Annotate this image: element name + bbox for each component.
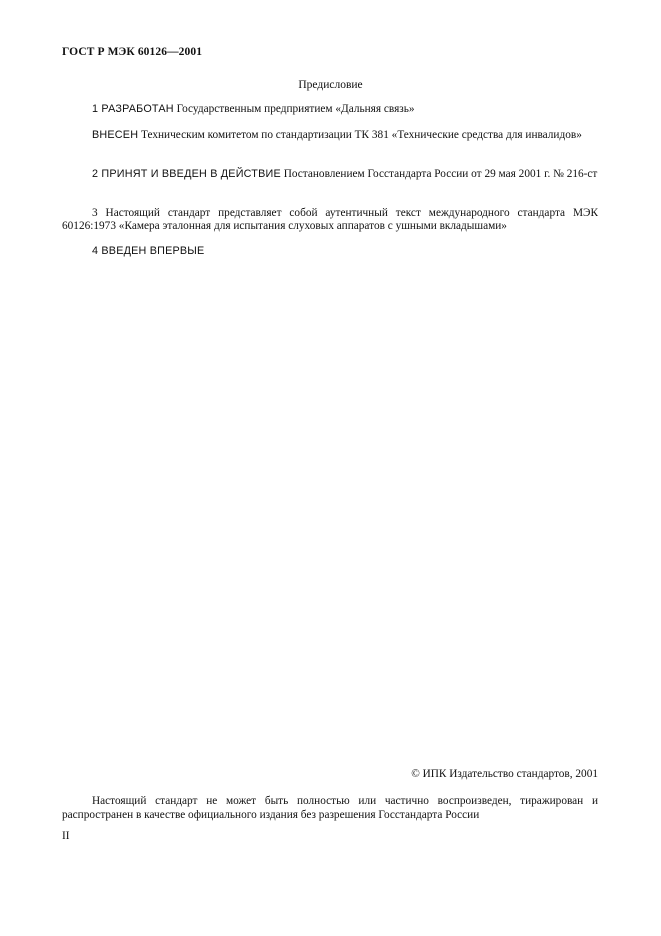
page-number: II <box>62 830 70 842</box>
item-2-label: 2 ПРИНЯТ И ВВЕДЕН В ДЕЙСТВИЕ <box>92 168 281 180</box>
document-code-header: ГОСТ Р МЭК 60126—2001 <box>62 46 203 58</box>
introduced-label: ВНЕСЕН <box>92 129 139 141</box>
reproduction-notice: Настоящий стандарт не может быть полностью или частично воспроизведен, тиражирован и распространен в качестве официального издания без разрешения Госстандарта России <box>62 795 598 821</box>
item-2-text: Постановлением Госстандарта России от 29 мая 2001 г. № 216-ст <box>280 168 598 180</box>
copyright-line: © ИПК Издательство стандартов, 2001 <box>411 768 598 780</box>
preface-item-4 <box>62 245 598 258</box>
introduced-text: Техническим комитетом по стандартизации ТК 381 «Технические средства для инвалидов» <box>138 129 582 141</box>
item-1-label: 1 РАЗРАБОТАН <box>92 103 174 115</box>
preface-title: Предисловие <box>298 79 363 91</box>
preface-item-introduced <box>62 129 598 142</box>
item-4-label: 4 ВВЕДЕН ВПЕРВЫЕ <box>92 245 205 257</box>
item-1-text: Государственным предприятием «Дальняя связь» <box>173 103 415 115</box>
preface-item-1 <box>62 103 598 116</box>
preface-item-3: 3 Настоящий стандарт представляет собой аутентичный текст международного стандарта МЭК 60126:1973 «Камера эталонная для испытания слуховых аппаратов с ушными вкладышами» <box>62 207 598 232</box>
preface-item-2 <box>62 168 598 181</box>
